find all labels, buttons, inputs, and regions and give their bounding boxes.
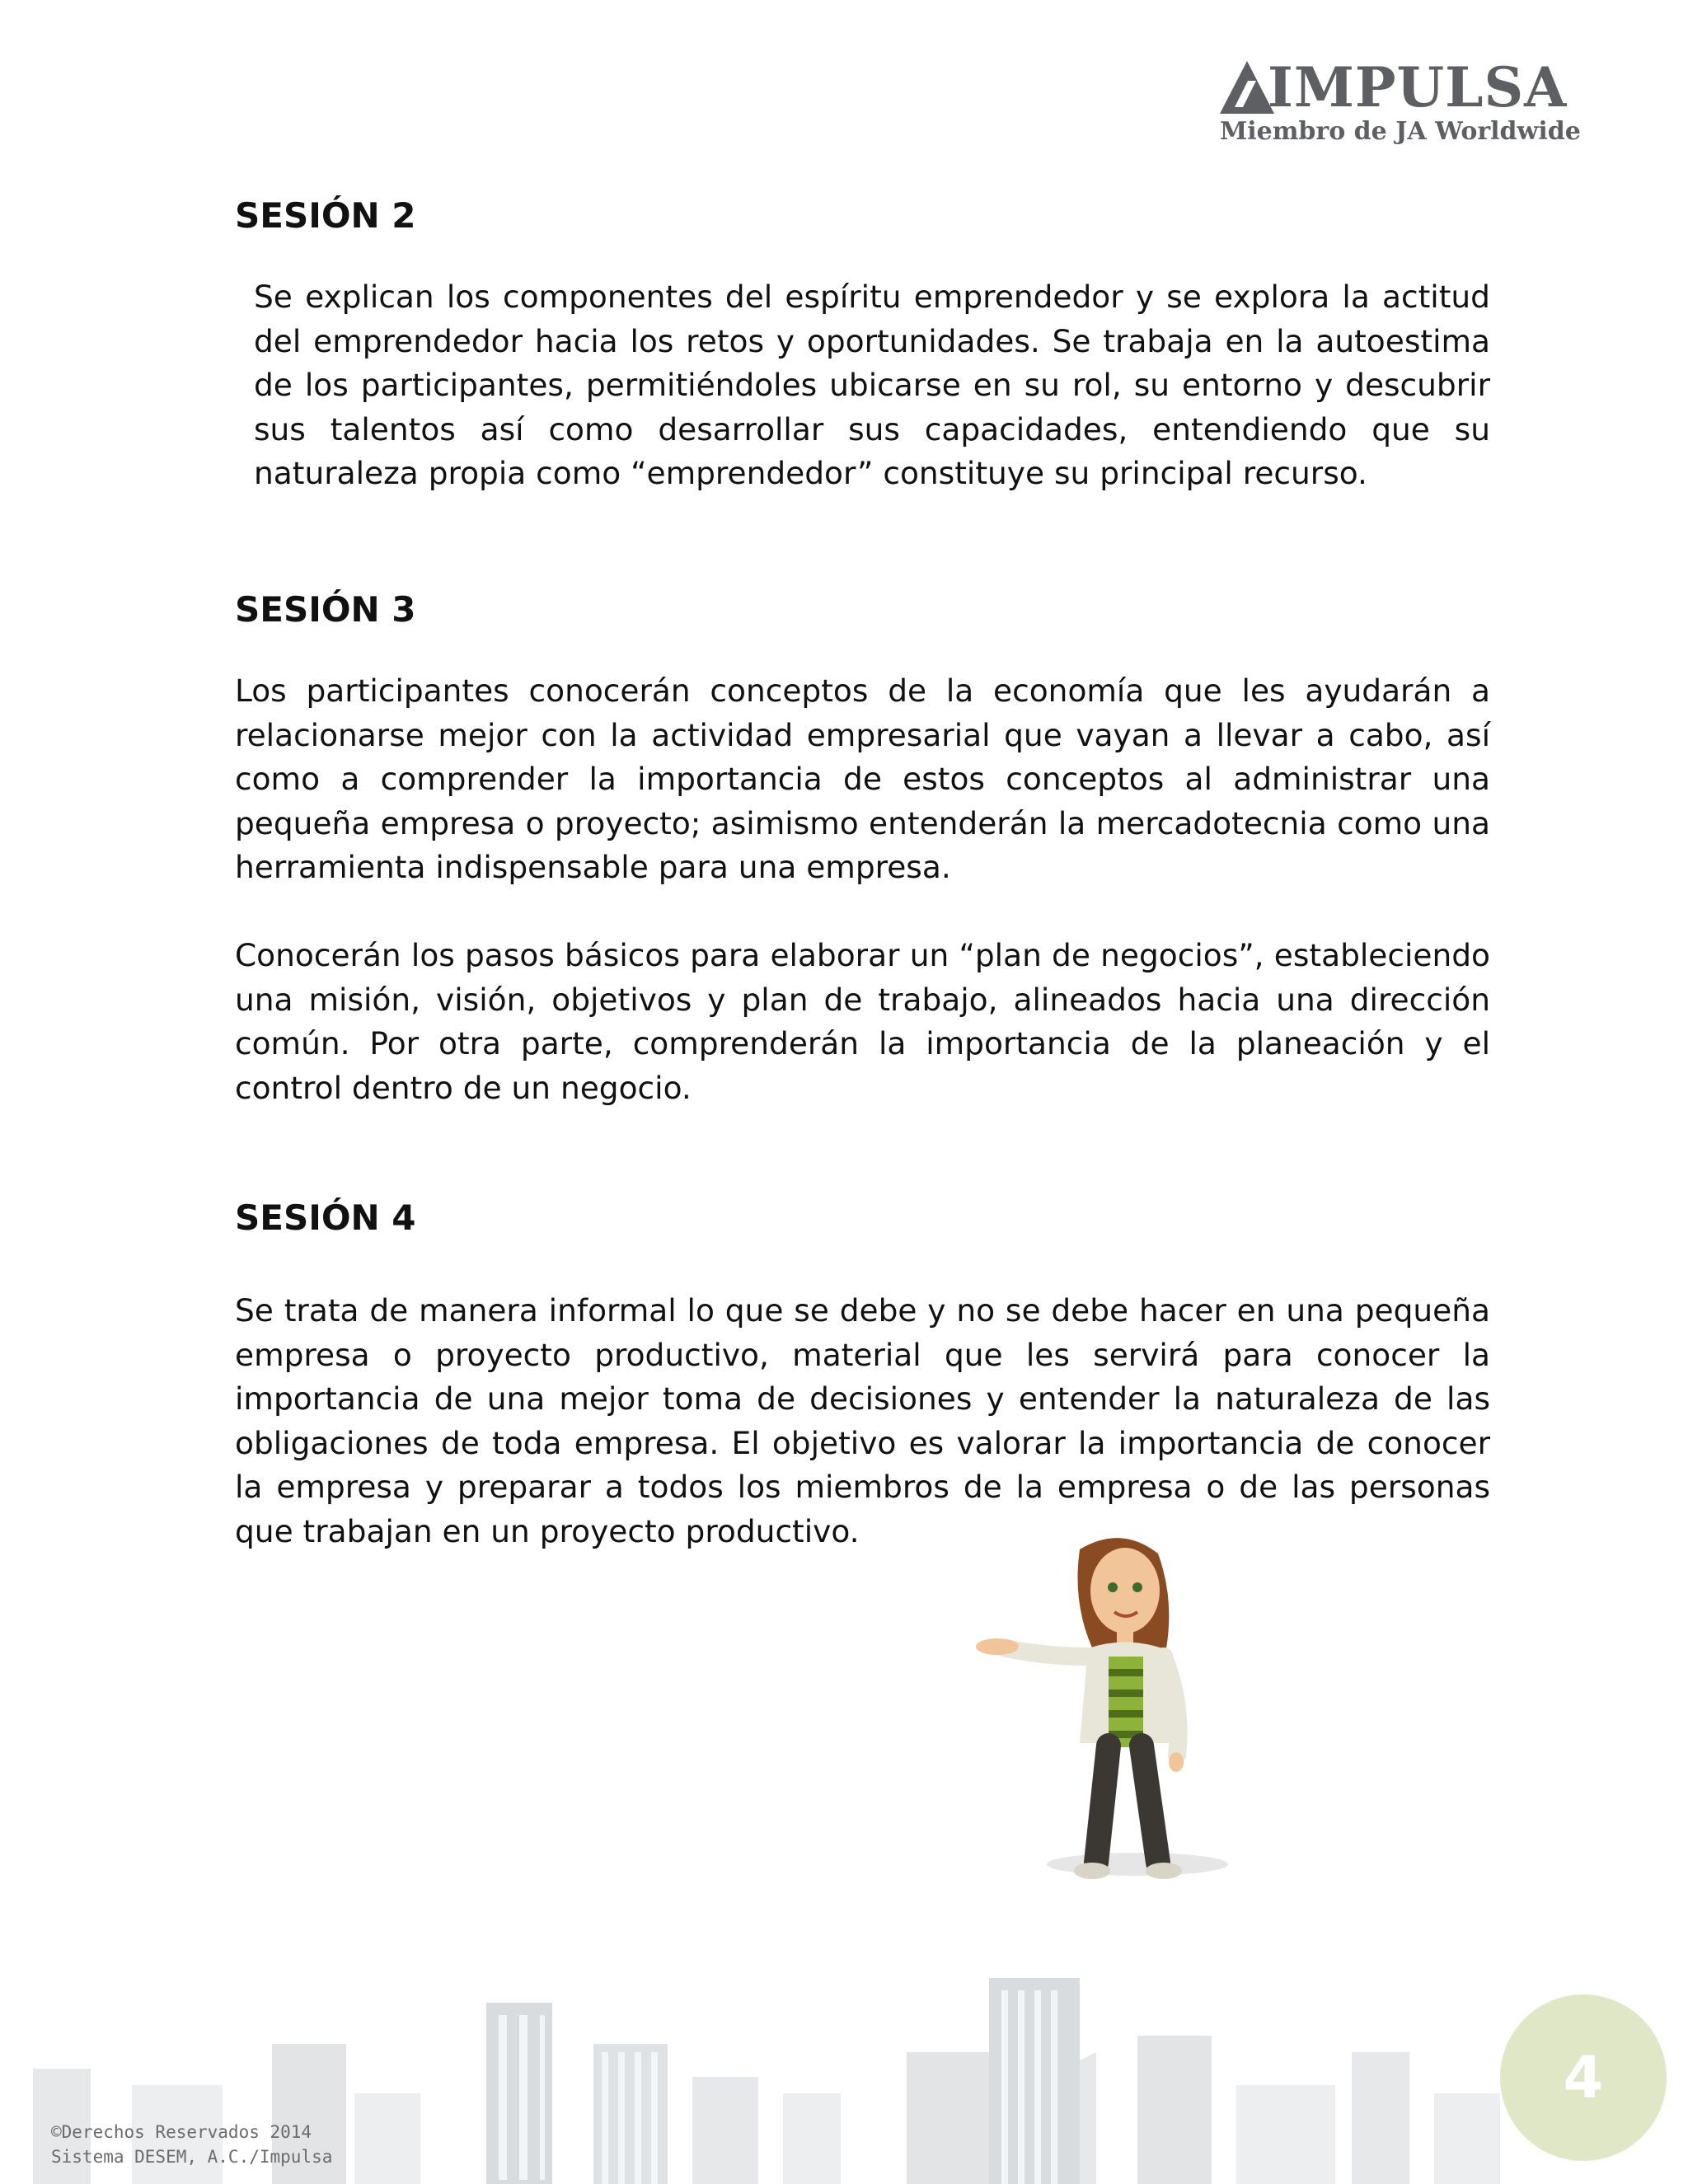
copyright-notice — [51, 2120, 332, 2169]
section-4-title: SESIÓN 4 — [235, 1197, 416, 1238]
section-2-paragraph: Se explican los componentes del espíritu emprendedor y se explora la actitud del emprendedor hacia los retos y oportunidades. Se trabaja en la autoestima de los participantes, permitiéndoles ubicarse en su rol, su entorno y descubrir sus talentos así como desarrollar sus capacidades, entendiendo que su naturaleza propia como “emprendedor” constituye su principal recurso. — [254, 279, 1490, 491]
section-3-title: SESIÓN 3 — [235, 589, 416, 630]
page-number-badge: 4 — [1500, 1994, 1667, 2161]
copyright-line-1: ©Derechos Reservados 2014 — [51, 2122, 312, 2142]
copyright-line-2: Sistema DESEM, A.C./Impulsa — [51, 2147, 333, 2167]
presenter-girl-illustration — [973, 1533, 1269, 1929]
logo-wordmark: IMPULSA — [1268, 55, 1568, 120]
logo-tagline: Miembro de JA Worldwide — [1220, 117, 1581, 146]
section-3-paragraph-1: Los participantes conocerán conceptos de la economía que les ayudarán a relacionarse mejor con la actividad empresarial que vayan a llevar a cabo, así como a comprender la importancia de estos conceptos al administrar una pequeña empresa o proyecto; asimismo entenderán la mercadotecnia como una herramienta indispensable para una empresa. — [235, 673, 1490, 885]
section-3-paragraph-2: Conocerán los pasos básicos para elaborar un “plan de negocios”, estableciendo una misión, visión, objetivos y plan de trabajo, alineados hacia una dirección común. Por otra parte, comprenderán la importancia de la planeación y el control dentro de un negocio. — [235, 937, 1490, 1106]
section-4-paragraph: Se trata de manera informal lo que se debe y no se debe hacer en una pequeña empresa o proyecto productivo, material que les servirá para conocer la importancia de una mejor toma de decisiones y entender la naturaleza de las obligaciones de toda empresa. El objetivo es valorar la importancia de conocer la empresa y preparar a todos los miembros de la empresa o de las personas que trabajan en un proyecto productivo. — [235, 1292, 1490, 1549]
section-2-title: SESIÓN 2 — [235, 195, 416, 236]
impulsa-logo — [1218, 55, 1581, 150]
